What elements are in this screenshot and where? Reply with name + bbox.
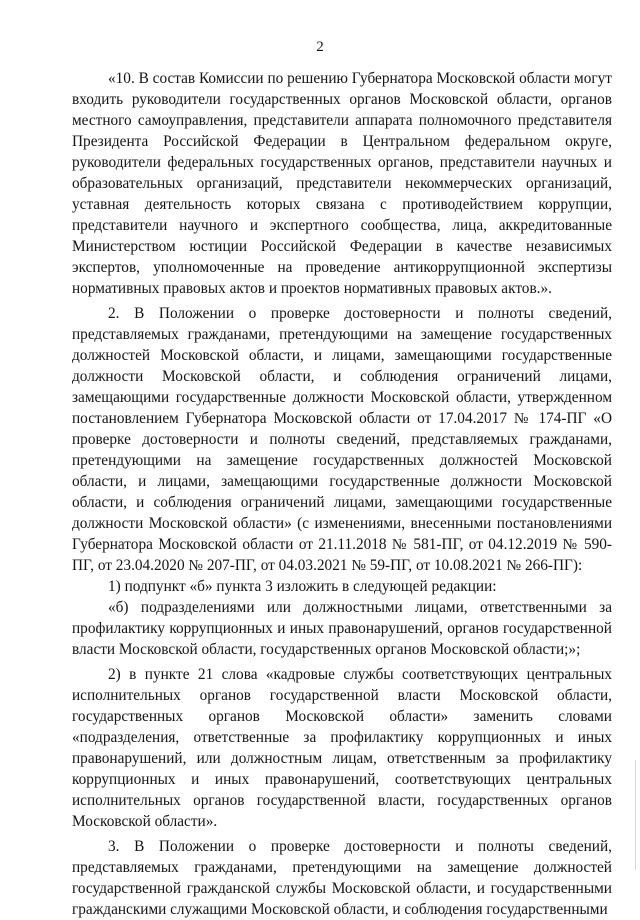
page-number: 2 xyxy=(316,39,324,55)
paragraph-item-3: 3. В Положении о проверке достоверности и полноты сведений, представляемых гражданами, претендующими на замещение должностей государственной гражданской службы Московской области, и государственными гражданскими служащими Московской области, и соблюдения государственными xyxy=(72,838,612,918)
paragraph-item-2: 2. В Положении о проверке достоверности и полноты сведений, представляемых гражданами, претендующими на замещение государственных должностей Московской области, и лицами, замещающими государственные должности Московской области, и соблюдения ограничений лицами, замещающими государственные должности Московской области, утвержденном постановлением Губернатора Московской области от 17.04.2017 № 174-ПГ «О проверке достоверности и полноты сведений, представляемых гражданами, претендующими на замещение государственных должностей Московской области, и лицами, замещающими государственные должности Московской области, и соблюдения ограничений лицами, замещающими государственные должности Московской области» (с изменениями, внесенными постановлениями Губернатора Московской области от 21.11.2018 № 581-ПГ, от 04.12.2019 № 590-ПГ, от 23.04.2020 № 207-ПГ, от 04.03.2021 № 59-ПГ, от 10.08.2021 № 266-ПГ): xyxy=(72,305,612,574)
paragraph-commission-composition: «10. В состав Комиссии по решению Губернатора Московской области могут входить руководители государственных органов Московской области, органов местного самоуправления, представители аппарата полномочного представителя Президента Российской Федерации в Центральном федеральном округе, руководители федеральных государственных органов, представители научных и образовательных организаций, представители некоммерческих организаций, уставная деятельность которых связана с противодействием коррупции, представители научного и экспертного сообщества, лица, аккредитованные Министерством юстиции Российской Федерации в качестве независимых экспертов, уполномоченные на проведение антикоррупционной экспертизы нормативных правовых актов и проектов нормативных правовых актов.». xyxy=(72,70,612,297)
scan-edge-mark xyxy=(635,760,636,870)
paragraph-subitem-b-text: «б) подразделениями или должностными лицами, ответственными за профилактику коррупционных и иных правонарушений, органов государственной власти Московской области, государственных органов Московской области;»; xyxy=(72,599,612,658)
paragraph-subitem-2: 2) в пункте 21 слова «кадровые службы соответствующих центральных исполнительных органов государственной власти Московской области, государственных органов Московской области» заменить словами «подразделения, ответственные за профилактику коррупционных и иных правонарушений, или должностным лицам, ответственным за профилактику коррупционных и иных правонарушений, соответствующих центральных исполнительных органов государственной власти, государственных органов Московской области». xyxy=(72,666,612,830)
document-body xyxy=(72,68,612,920)
paragraph-subitem-1: 1) подпункт «б» пункта 3 изложить в следующей редакции: xyxy=(108,578,497,595)
